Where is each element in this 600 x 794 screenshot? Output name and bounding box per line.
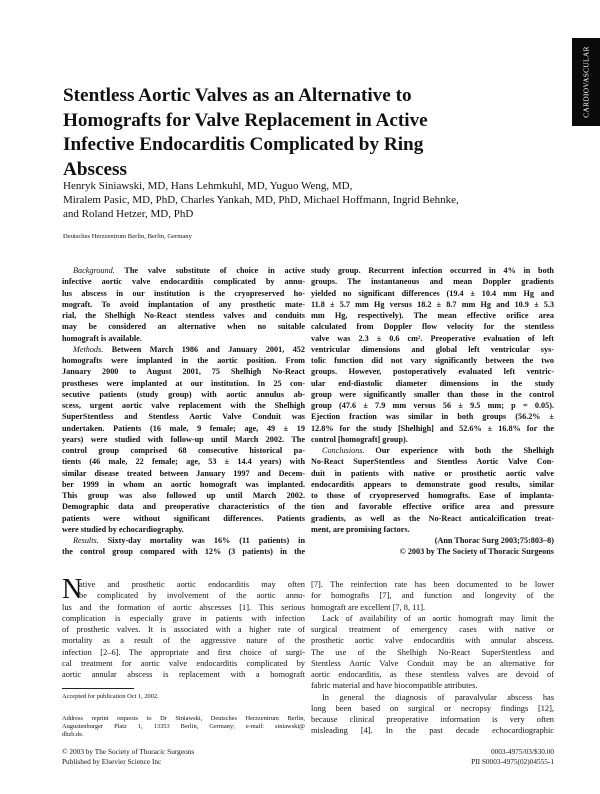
line-text: The valve substitute of choice in active — [114, 266, 305, 275]
line-text: infection [2–6]. The appropriate and first choice of surgi- — [62, 647, 305, 657]
text-line — [311, 635, 554, 646]
line-text: groups. However, postoperatively evaluated left ventric- — [311, 367, 554, 377]
text-line — [311, 501, 554, 512]
text-line — [62, 366, 305, 377]
line-text: prosthetic aortic valve endocarditis with annular abscess. — [311, 636, 554, 646]
line-text: long been based on surgical or necropsy findings [12], — [311, 703, 554, 713]
text-line — [311, 714, 554, 725]
footnote-divider — [62, 688, 134, 689]
text-line — [62, 535, 305, 546]
reprint-address — [62, 715, 305, 739]
text-line — [311, 299, 554, 310]
line-text: aortic annular abscess is replacement with a homograft — [62, 670, 305, 679]
text-line — [311, 378, 554, 389]
text-line — [311, 535, 554, 546]
text-line — [62, 411, 305, 422]
text-line — [62, 624, 305, 635]
line-text: © 2003 by The Society of Thoracic Surgeons — [399, 547, 554, 557]
line-text: [7]. The reinfection rate has been documented to be lower — [311, 580, 554, 589]
text-line — [62, 479, 305, 490]
text-line — [311, 468, 554, 479]
line-text: control [homograft] group). — [311, 434, 408, 444]
author-line: Henryk Siniawski, MD, Hans Lehmkuhl, MD, Yuguo Weng, MD, — [63, 180, 353, 192]
line-text: Ejection fraction was similar in both groups (56.2% ± — [311, 412, 554, 422]
line-text: homograft is available. — [62, 333, 142, 343]
line-text: infective aortic valve endocarditis complicated by annu- — [62, 277, 305, 287]
text-line — [311, 479, 554, 490]
text-line — [311, 355, 554, 366]
pii: PII S0003-4975(02)04555-1 — [471, 757, 554, 766]
line-text: group were significantly smaller than those in the control — [311, 389, 554, 399]
line-text: Lack of availability of an aortic homograft may limit the — [322, 613, 554, 623]
text-line — [62, 321, 305, 332]
author-line: and Roland Hetzer, MD, PhD — [63, 208, 194, 220]
author-line: Miralem Pasic, MD, PhD, Charles Yankah, MD, PhD, Michael Hoffmann, Ingrid Behnke, — [63, 194, 459, 206]
text-line — [62, 468, 305, 479]
body-left-column — [62, 574, 305, 680]
line-text: similar disease treated between January 1997 and Decem- — [62, 468, 305, 478]
line-text: mm Hg, respectively). The mean effective orifice area — [311, 311, 554, 320]
text-line — [311, 366, 554, 377]
section-lead: Conclusions. — [322, 446, 365, 455]
line-text: gradients, as well as the No-React anticalcification treat- — [311, 513, 554, 523]
text-line — [62, 288, 305, 299]
line-text: fabric material and have biocompatible attributes. — [311, 681, 478, 691]
line-text: may be considered an alternative when no suitable — [62, 322, 305, 332]
line-text: lus and the formation of aortic abscesses [1]. This serious — [62, 602, 305, 612]
line-text: This group was also followed up until March 2002. — [62, 491, 305, 500]
line-text: for homografts [7], and function and longevity of the — [311, 591, 554, 601]
line-text: aortic endocarditis, as these stentless valves are devoid of — [311, 670, 554, 679]
text-line — [311, 434, 554, 445]
abstract-left-column — [62, 265, 305, 558]
text-line — [311, 445, 554, 456]
text-line — [62, 635, 305, 646]
line-text: mortality as a result of the aggressive nature of the — [62, 636, 305, 646]
line-text: tolic function did not vary significantly between the two — [311, 356, 554, 365]
line-text: group (47.6 ± 7.9 mm versus 56 ± 9.5 mm; p = 0.05). — [311, 401, 554, 410]
line-text: valve was 2.3 ± 0.6 cm². Preoperative evaluation of left — [311, 333, 554, 343]
text-line — [62, 513, 305, 524]
text-line — [311, 546, 554, 557]
address-line: Augustenburger Platz 1, 13353 Berlin, Germany; e-mail: siniawski@ — [62, 723, 305, 730]
text-line — [62, 389, 305, 400]
line-text: groups. The instantaneous and mean Doppler gradients — [311, 277, 554, 287]
text-line — [311, 692, 554, 703]
text-line — [62, 423, 305, 434]
text-line — [62, 647, 305, 658]
line-text: study group. Recurrent infection occurred in 4% in both — [311, 266, 554, 275]
line-text: ventricular dimensions and global left ventricular sys- — [311, 344, 554, 354]
section-tab-label: CARDIOVASCULAR — [581, 46, 591, 118]
publisher: Published by Elsevier Science Inc — [62, 757, 162, 766]
line-text: undertaken. Patients (16 male, 9 female; age, 49 ± 19 — [62, 423, 305, 433]
line-text: scess, urgent aortic valve replacement with the Shelhigh — [62, 401, 305, 410]
line-text: secutive patients (study group) with aortic annulus ab- — [62, 389, 305, 399]
text-line — [311, 389, 554, 400]
line-text: Our experience with both the Shelhigh — [364, 446, 554, 455]
address-line: Address reprint requests to Dr Siniawski, Deutsches Herzzentrum Berlin, — [62, 715, 305, 722]
line-text: prostheses were implanted at our institution. In 25 con- — [62, 378, 305, 388]
line-text: be complicated by involvement of the aortic annu- — [79, 591, 305, 601]
text-line — [62, 310, 305, 321]
text-line — [311, 288, 554, 299]
line-text: years) were studied with follow-up until March 2002. The — [62, 434, 305, 444]
text-line — [311, 524, 554, 535]
line-text: January 2000 to August 2001, 75 Shelhigh No-React — [62, 367, 305, 377]
line-text: mograft. To avoid implantation of any prosthetic mate- — [62, 299, 305, 309]
line-text: ular end-diastolic diameter dimensions in the study — [311, 378, 554, 388]
text-line — [311, 265, 554, 276]
text-line — [311, 669, 554, 680]
issn: 0003-4975/03/$30.00 — [490, 747, 554, 756]
text-line — [311, 344, 554, 355]
text-line — [311, 602, 554, 613]
line-text: because clinical preoperative information is very often — [311, 715, 554, 724]
text-line — [62, 344, 305, 355]
address-line: dhzb.de. — [62, 731, 84, 738]
text-line — [311, 423, 554, 434]
section-lead: Methods. — [73, 344, 104, 354]
line-text: tion and favorable effective orifice area and pressure — [311, 502, 554, 512]
text-line — [62, 613, 305, 624]
line-text: surgical treatment of emergency cases with native or — [311, 625, 554, 634]
line-text: cal treatment for aortic valve endocarditis complicated by — [62, 658, 305, 668]
text-line — [62, 501, 305, 512]
text-line — [311, 624, 554, 635]
line-text: In general the diagnosis of paravalvular abscess has — [322, 692, 554, 702]
text-line — [311, 310, 554, 321]
line-text: endocarditis appears to demonstrate good results, similar — [311, 479, 554, 489]
text-line — [62, 378, 305, 389]
text-line — [62, 658, 305, 669]
title-line: Homografts for Valve Replacement in Active — [63, 109, 428, 131]
text-line — [311, 725, 554, 736]
text-line — [62, 400, 305, 411]
text-line — [62, 546, 305, 557]
line-text: misleading [4]. In the past decade echocardiographic — [311, 726, 554, 736]
text-line — [311, 490, 554, 501]
section-lead: Results. — [73, 536, 99, 545]
section-tab — [572, 38, 600, 126]
article-title — [63, 84, 543, 182]
text-line — [62, 602, 305, 613]
text-line — [311, 276, 554, 287]
text-line — [62, 445, 305, 456]
drop-cap: N — [62, 574, 83, 605]
text-line — [62, 524, 305, 535]
line-text: duit in patients with native or prosthetic aortic valve — [311, 468, 554, 478]
line-text: 11.8 ± 5.7 mm Hg versus 18.2 ± 8.7 mm Hg and 10.9 ± 5.3 — [311, 299, 554, 309]
section-lead: Background. — [73, 266, 115, 275]
text-line — [62, 579, 305, 590]
line-text: lus abscess in our institution is the cryopreserved ho- — [62, 288, 305, 298]
text-line — [311, 613, 554, 624]
text-line — [62, 434, 305, 445]
text-line — [62, 355, 305, 366]
accepted-date: Accepted for publication Oct 1, 2002. — [62, 693, 159, 700]
issn-block — [311, 747, 554, 767]
title-line: Stentless Aortic Valves as an Alternative to — [63, 85, 412, 106]
text-line — [62, 299, 305, 310]
line-text: patients were without significant differences. Patients — [62, 513, 305, 523]
line-text: rial, the Shelhigh No-React stentless valves and conduits — [62, 311, 305, 320]
line-text: were studied by echocardiography. — [62, 524, 184, 534]
line-text: to those of cryopreserved homografts. Ease of implanta- — [311, 491, 554, 500]
title-line: Infective Endocarditis Complicated by Ring — [63, 134, 424, 156]
line-text: (Ann Thorac Surg 2003;75:803–8) — [434, 536, 554, 545]
body-right-column — [311, 579, 554, 737]
text-line — [311, 321, 554, 332]
text-line — [62, 490, 305, 501]
line-text: No-React SuperStentless and Stentless Aortic Valve Con- — [311, 457, 554, 467]
text-line — [311, 456, 554, 467]
line-text: Between March 1986 and January 2001, 452 — [103, 344, 305, 354]
line-text: ment, are promising factors. — [311, 524, 410, 534]
text-line — [311, 680, 554, 691]
text-line — [62, 590, 305, 601]
line-text: homografts were implanted in the aortic position. From — [62, 356, 305, 365]
line-text: 12.8% for the study [Shelhigh] and 52.6% ± 16.8% for the — [311, 423, 554, 433]
authors — [63, 179, 459, 221]
text-line — [311, 411, 554, 422]
text-line — [311, 590, 554, 601]
text-line — [311, 647, 554, 658]
line-text: Sixty-day mortality was 16% (11 patients) in — [98, 536, 305, 545]
line-text: calculated from Doppler flow velocity for the stentless — [311, 322, 554, 332]
line-text: complication is especially grave in patients with infection — [62, 613, 305, 623]
line-text: homograft are excellent [7, 8, 11]. — [311, 602, 426, 612]
text-line — [62, 276, 305, 287]
text-line — [311, 658, 554, 669]
text-line — [311, 513, 554, 524]
text-line — [62, 669, 305, 680]
text-line — [62, 265, 305, 276]
line-text: SuperStentless and Stentless Aortic Valve Conduit was — [62, 412, 305, 422]
copyright: © 2003 by The Society of Thoracic Surgeons — [62, 747, 195, 756]
line-text: Stentless Aortic Valve Conduit may be an alternative for — [311, 658, 554, 668]
affiliation: Deutsches Herzzentrum Berlin, Berlin, Germany — [63, 233, 192, 240]
text-line — [62, 333, 305, 344]
line-text: the control group compared with 12% (3 patients) in the — [62, 547, 305, 557]
text-line — [311, 333, 554, 344]
line-text: yielded no significant differences (19.4 ± 10.4 mm Hg and — [311, 288, 554, 298]
line-text: The use of the Shelhigh No-React SuperStentless and — [311, 647, 554, 657]
line-text: of prosthetic valves. It is associated with a higher rate of — [62, 625, 305, 634]
line-text: control group comprised 68 consecutive historical pa- — [62, 446, 305, 455]
line-text: ber 1999 in whom an aortic homograft was implanted. — [62, 479, 305, 489]
title-line: Abscess — [63, 158, 127, 180]
line-text: ative and prosthetic aortic endocarditis may often — [79, 580, 305, 589]
text-line — [311, 703, 554, 714]
line-text: tients (46 male, 22 female; age, 53 ± 14.4 years) with — [62, 457, 305, 467]
copyright-block — [62, 747, 194, 767]
text-line — [62, 456, 305, 467]
abstract-right-column — [311, 265, 554, 558]
line-text: Demographic data and preoperative characteristics of the — [62, 502, 305, 512]
text-line — [311, 400, 554, 411]
text-line — [311, 579, 554, 590]
